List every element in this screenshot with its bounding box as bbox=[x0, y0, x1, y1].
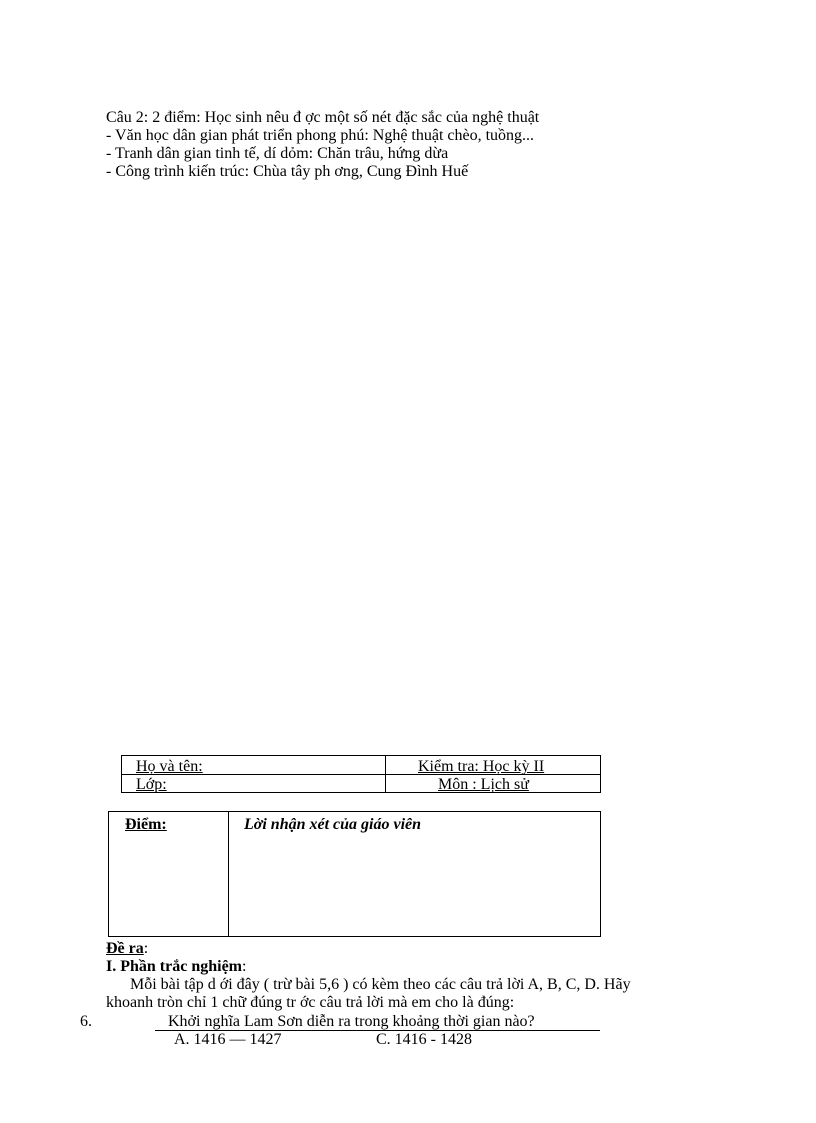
option-a: A. 1416 — 1427 bbox=[174, 1031, 282, 1048]
de-ra-heading bbox=[106, 940, 148, 958]
name-label: Họ và tên: bbox=[136, 758, 203, 775]
instruction-line-2: khoanh tròn chỉ 1 chữ đúng tr ớc câu trả lời mà em cho là đúng: bbox=[106, 994, 515, 1011]
answer-line-1: Câu 2: 2 điểm: Học sinh nêu đ ợc một số nét đặc sắc của nghệ thuật bbox=[106, 109, 540, 126]
option-c: C. 1416 - 1428 bbox=[376, 1031, 472, 1048]
answer-line-3: - Tranh dân gian tinh tế, dí dỏm: Chăn trâu, hứng dừa bbox=[106, 145, 449, 162]
score-label: Điểm: bbox=[125, 816, 167, 833]
part1-colon: : bbox=[242, 958, 247, 975]
answer-line-2: - Văn học dân gian phát triển phong phú: Nghệ thuật chèo, tuồng... bbox=[106, 127, 535, 144]
question-text: Khởi nghĩa Lam Sơn diễn ra trong khoảng thời gian nào? bbox=[168, 1013, 535, 1030]
instruction-line-1: Mỗi bài tập d ới đây ( trừ bài 5,6 ) có kèm theo các câu trả lời A, B, C, D. Hãy bbox=[130, 976, 631, 993]
grade-comment-box bbox=[108, 811, 601, 937]
grade-box-divider bbox=[228, 812, 229, 936]
part1-heading bbox=[106, 958, 246, 976]
de-ra-colon: : bbox=[143, 940, 149, 957]
de-ra-text: Đề ra bbox=[106, 940, 144, 957]
part1-title: I. Phần trắc nghiệm bbox=[106, 958, 242, 975]
student-info-table bbox=[121, 755, 601, 793]
question-number: 6. bbox=[80, 1013, 92, 1030]
class-label: Lớp: bbox=[136, 776, 167, 793]
teacher-comment-label: Lời nhận xét của giáo viên bbox=[244, 816, 422, 833]
subject-label: Môn : Lịch sử bbox=[438, 776, 529, 793]
exam-label: Kiểm tra: Học kỳ II bbox=[418, 758, 545, 775]
answer-line-4: - Công trình kiến trúc: Chùa tây ph ơng, Cung Đình Huế bbox=[106, 163, 469, 180]
